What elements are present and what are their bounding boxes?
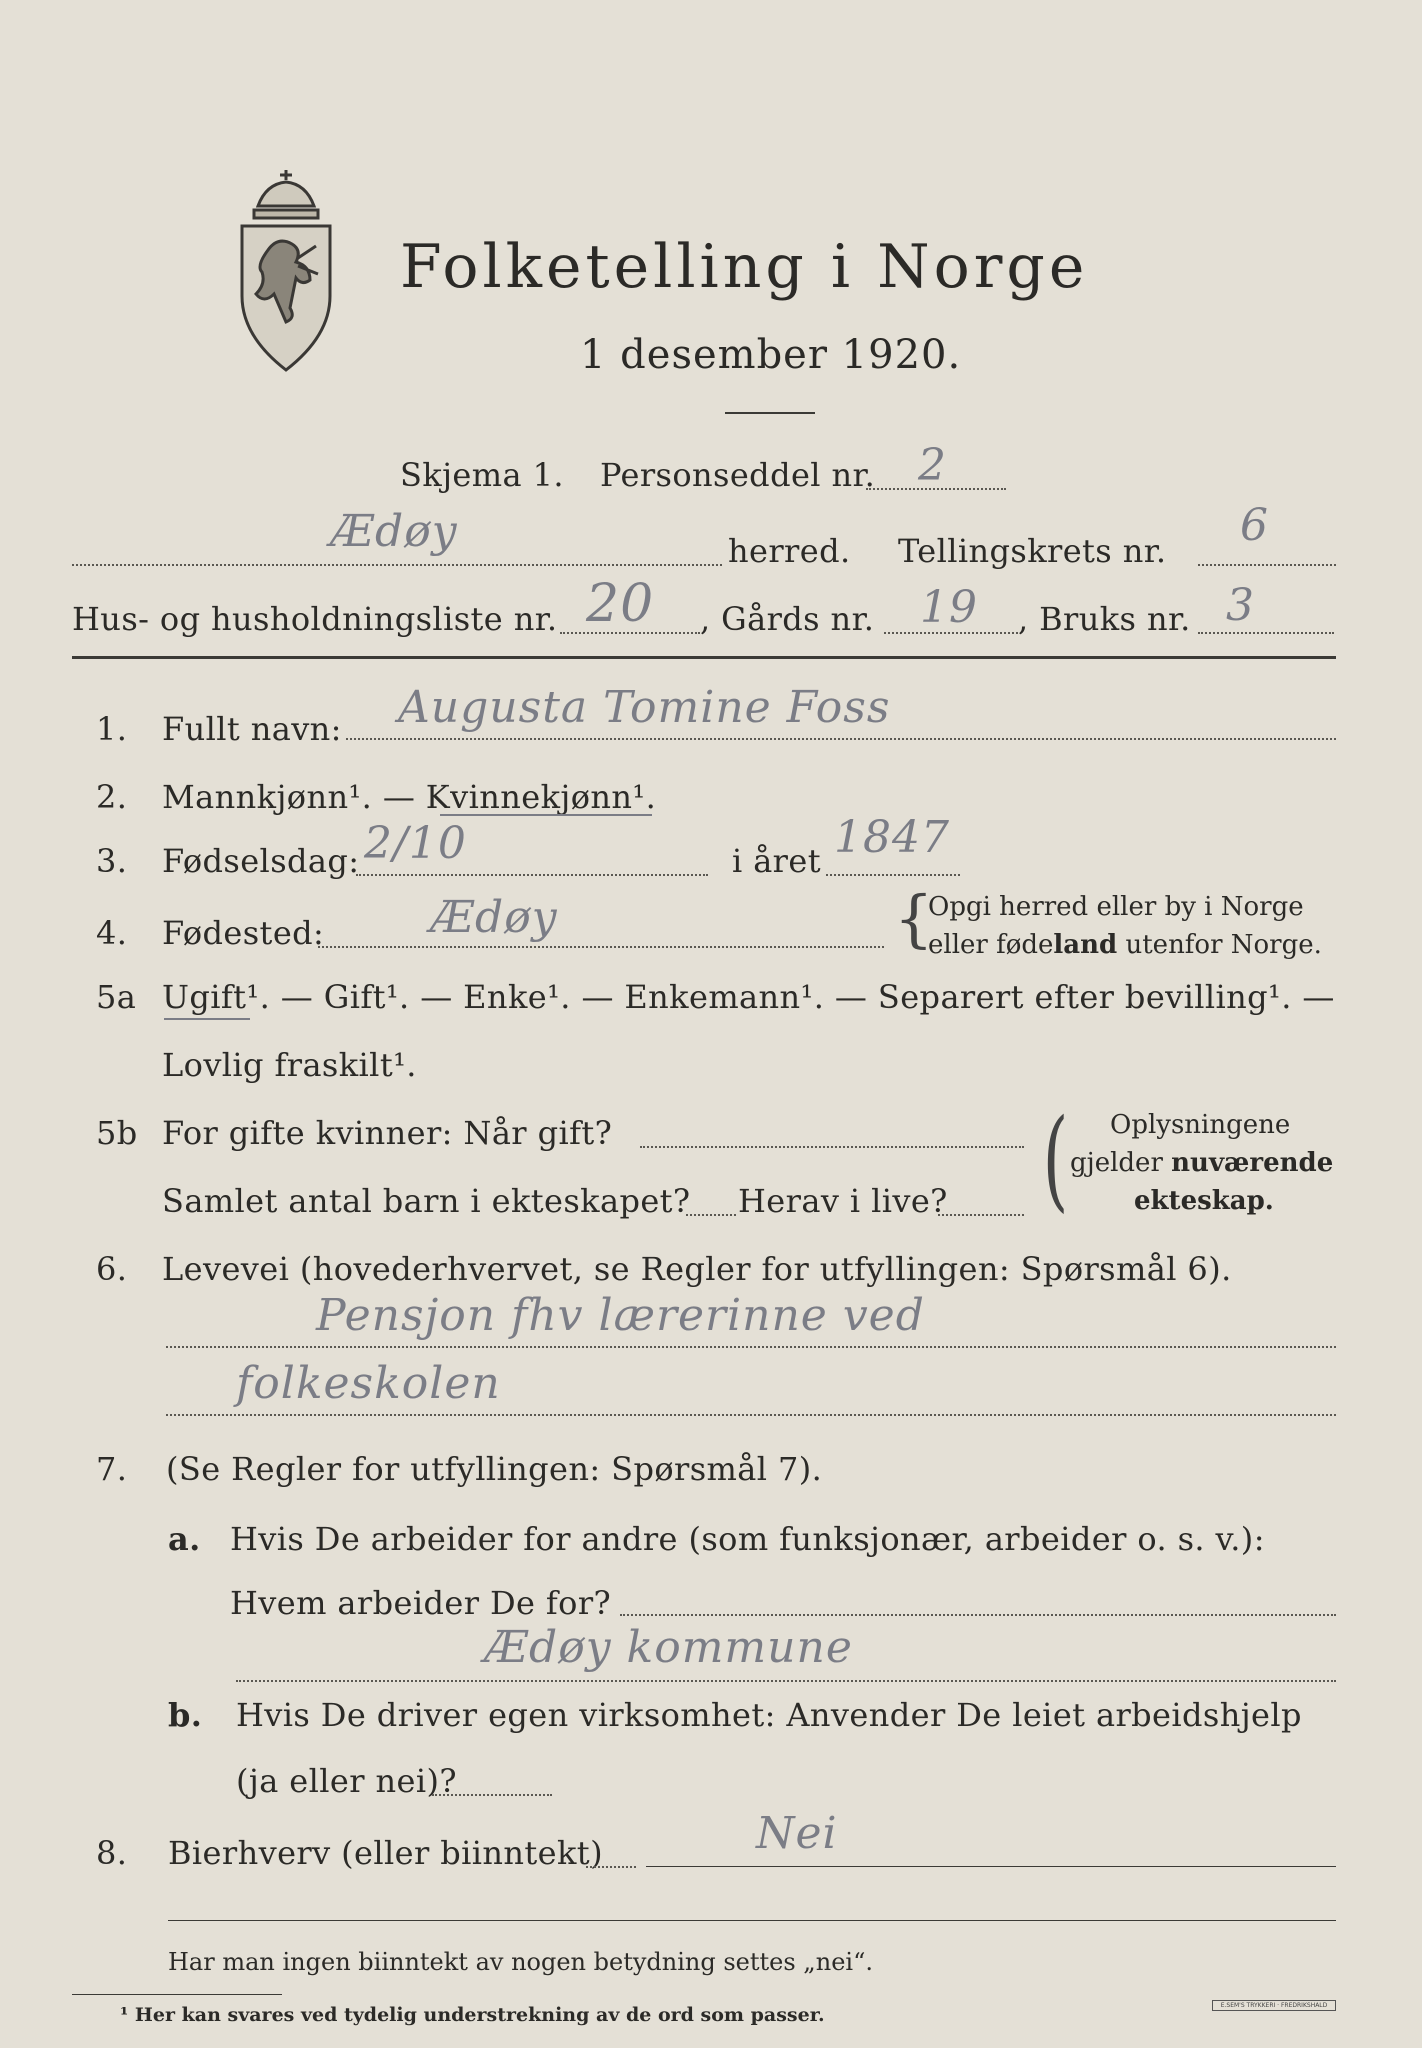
q5b-live-dots xyxy=(938,1214,1024,1216)
q7-label: (Se Regler for utfyllingen: Spørsmål 7). xyxy=(166,1450,823,1488)
personseddel-label: Personseddel nr. xyxy=(600,456,876,494)
header-rule xyxy=(72,656,1336,659)
q8-number: 8. xyxy=(96,1834,128,1872)
q5a-underline xyxy=(164,1018,250,1020)
q5b-line-1-dots xyxy=(640,1146,1024,1148)
q4-note-2: eller fødeland utenfor Norge. xyxy=(928,930,1322,960)
q6-line-1 xyxy=(166,1346,1336,1348)
herred-label: herred. xyxy=(728,532,851,570)
q3-value: 2/10 xyxy=(364,818,467,869)
q6-number: 6. xyxy=(96,1250,128,1288)
nei-note: Har man ingen biinntekt av nogen betydning settes „nei“. xyxy=(168,1948,873,1976)
q7a-line-2: Hvem arbeider De for? xyxy=(230,1584,612,1622)
gards-value: 19 xyxy=(920,582,978,633)
q7b-letter: b. xyxy=(168,1696,203,1734)
gards-label: , Gårds nr. xyxy=(700,600,875,638)
hus-value: 20 xyxy=(586,574,655,634)
tellingskrets-line xyxy=(1198,564,1336,566)
q1-value: Augusta Tomine Foss xyxy=(398,682,891,733)
q8-line-2 xyxy=(168,1920,1336,1921)
bruks-value: 3 xyxy=(1226,580,1255,631)
q1-line xyxy=(346,738,1336,740)
q3-year-label: i året xyxy=(732,842,821,880)
q1-label: Fullt navn: xyxy=(162,710,342,748)
q8-value: Nei xyxy=(756,1808,838,1859)
q3-label: Fødselsdag: xyxy=(162,842,360,880)
q7a-line-dots-1 xyxy=(620,1614,1336,1616)
q6-value-2: folkeskolen xyxy=(236,1358,501,1409)
q8-line xyxy=(646,1866,1336,1867)
footnote-rule xyxy=(72,1994,282,1995)
printer-stamp: E.SEM'S TRYKKERI · FREDRIKSHALD xyxy=(1212,2000,1336,2011)
q3-year-value: 1847 xyxy=(834,812,950,863)
census-date: 1 desember 1920. xyxy=(580,332,962,378)
bruks-label: , Bruks nr. xyxy=(1018,600,1191,638)
q7a-value: Ædøy kommune xyxy=(484,1622,853,1673)
bruks-line xyxy=(1198,632,1334,634)
q7b-line-dots xyxy=(432,1794,552,1796)
q3-year-line xyxy=(826,874,960,876)
q8-label: Bierhverv (eller biinntekt) xyxy=(168,1834,603,1872)
q6-value-1: Pensjon fhv lærerinne ved xyxy=(316,1290,925,1341)
q5a-number: 5a xyxy=(96,978,137,1016)
footnote: ¹ Her kan svares ved tydelig understrekning av de ord som passer. xyxy=(120,2004,825,2026)
tellingskrets-label: Tellingskrets nr. xyxy=(898,532,1167,570)
q5b-line-2b: Herav i live? xyxy=(738,1182,948,1220)
q5b-barn-dots xyxy=(686,1214,736,1216)
q7a-line-dots-2 xyxy=(236,1680,1336,1682)
q4-label: Fødested: xyxy=(162,914,325,952)
q4-line xyxy=(318,946,884,948)
q4-value: Ædøy xyxy=(430,892,558,943)
q8-dots xyxy=(586,1866,636,1868)
coat-of-arms-icon xyxy=(228,166,344,376)
q5a-line-2: Lovlig fraskilt¹. xyxy=(162,1046,417,1084)
q7a-line-1: Hvis De arbeider for andre (som funksjonær, arbeider o. s. v.): xyxy=(230,1520,1265,1558)
hus-label: Hus- og husholdningsliste nr. xyxy=(72,600,558,638)
q5b-number: 5b xyxy=(96,1114,138,1152)
form-title: Folketelling i Norge xyxy=(400,232,1089,302)
q7a-letter: a. xyxy=(168,1520,201,1558)
title-divider xyxy=(725,412,815,414)
q7b-line-2: (ja eller nei)? xyxy=(236,1762,457,1800)
tellingskrets-value: 6 xyxy=(1240,500,1269,551)
q5b-note-3: ekteskap. xyxy=(1134,1186,1274,1216)
q5b-line-1: For gifte kvinner: Når gift? xyxy=(162,1114,613,1152)
q4-number: 4. xyxy=(96,914,128,952)
q6-label: Levevei (hovederhvervet, se Regler for utfyllingen: Spørsmål 6). xyxy=(162,1250,1232,1288)
q5b-note-1: Oplysningene xyxy=(1110,1110,1291,1140)
skjema-label: Skjema 1. xyxy=(400,456,564,494)
q1-number: 1. xyxy=(96,710,128,748)
q4-note-1: Opgi herred eller by i Norge xyxy=(928,892,1304,922)
q7-number: 7. xyxy=(96,1450,128,1488)
q5b-line-2: Samlet antal barn i ekteskapet? xyxy=(162,1182,691,1220)
q7b-line-1: Hvis De driver egen virksomhet: Anvender De leiet arbeidshjelp xyxy=(236,1696,1302,1734)
q2-underline xyxy=(440,814,652,816)
q5a-line-1: Ugift¹. — Gift¹. — Enke¹. — Enkemann¹. — Separert efter bevilling¹. — xyxy=(162,978,1335,1016)
q2-label: Mannkjønn¹. — Kvinnekjønn¹. xyxy=(162,778,657,816)
q2-number: 2. xyxy=(96,778,128,816)
q3-line xyxy=(356,874,708,876)
q3-number: 3. xyxy=(96,842,128,880)
q6-line-2 xyxy=(166,1414,1336,1416)
q5b-note-2: gjelder nuværende xyxy=(1070,1148,1334,1178)
personseddel-value: 2 xyxy=(918,440,947,491)
herred-line xyxy=(72,564,722,566)
q5b-brace: ( xyxy=(1042,1095,1069,1223)
q4-brace: { xyxy=(894,882,934,955)
herred-value: Ædøy xyxy=(330,506,458,557)
